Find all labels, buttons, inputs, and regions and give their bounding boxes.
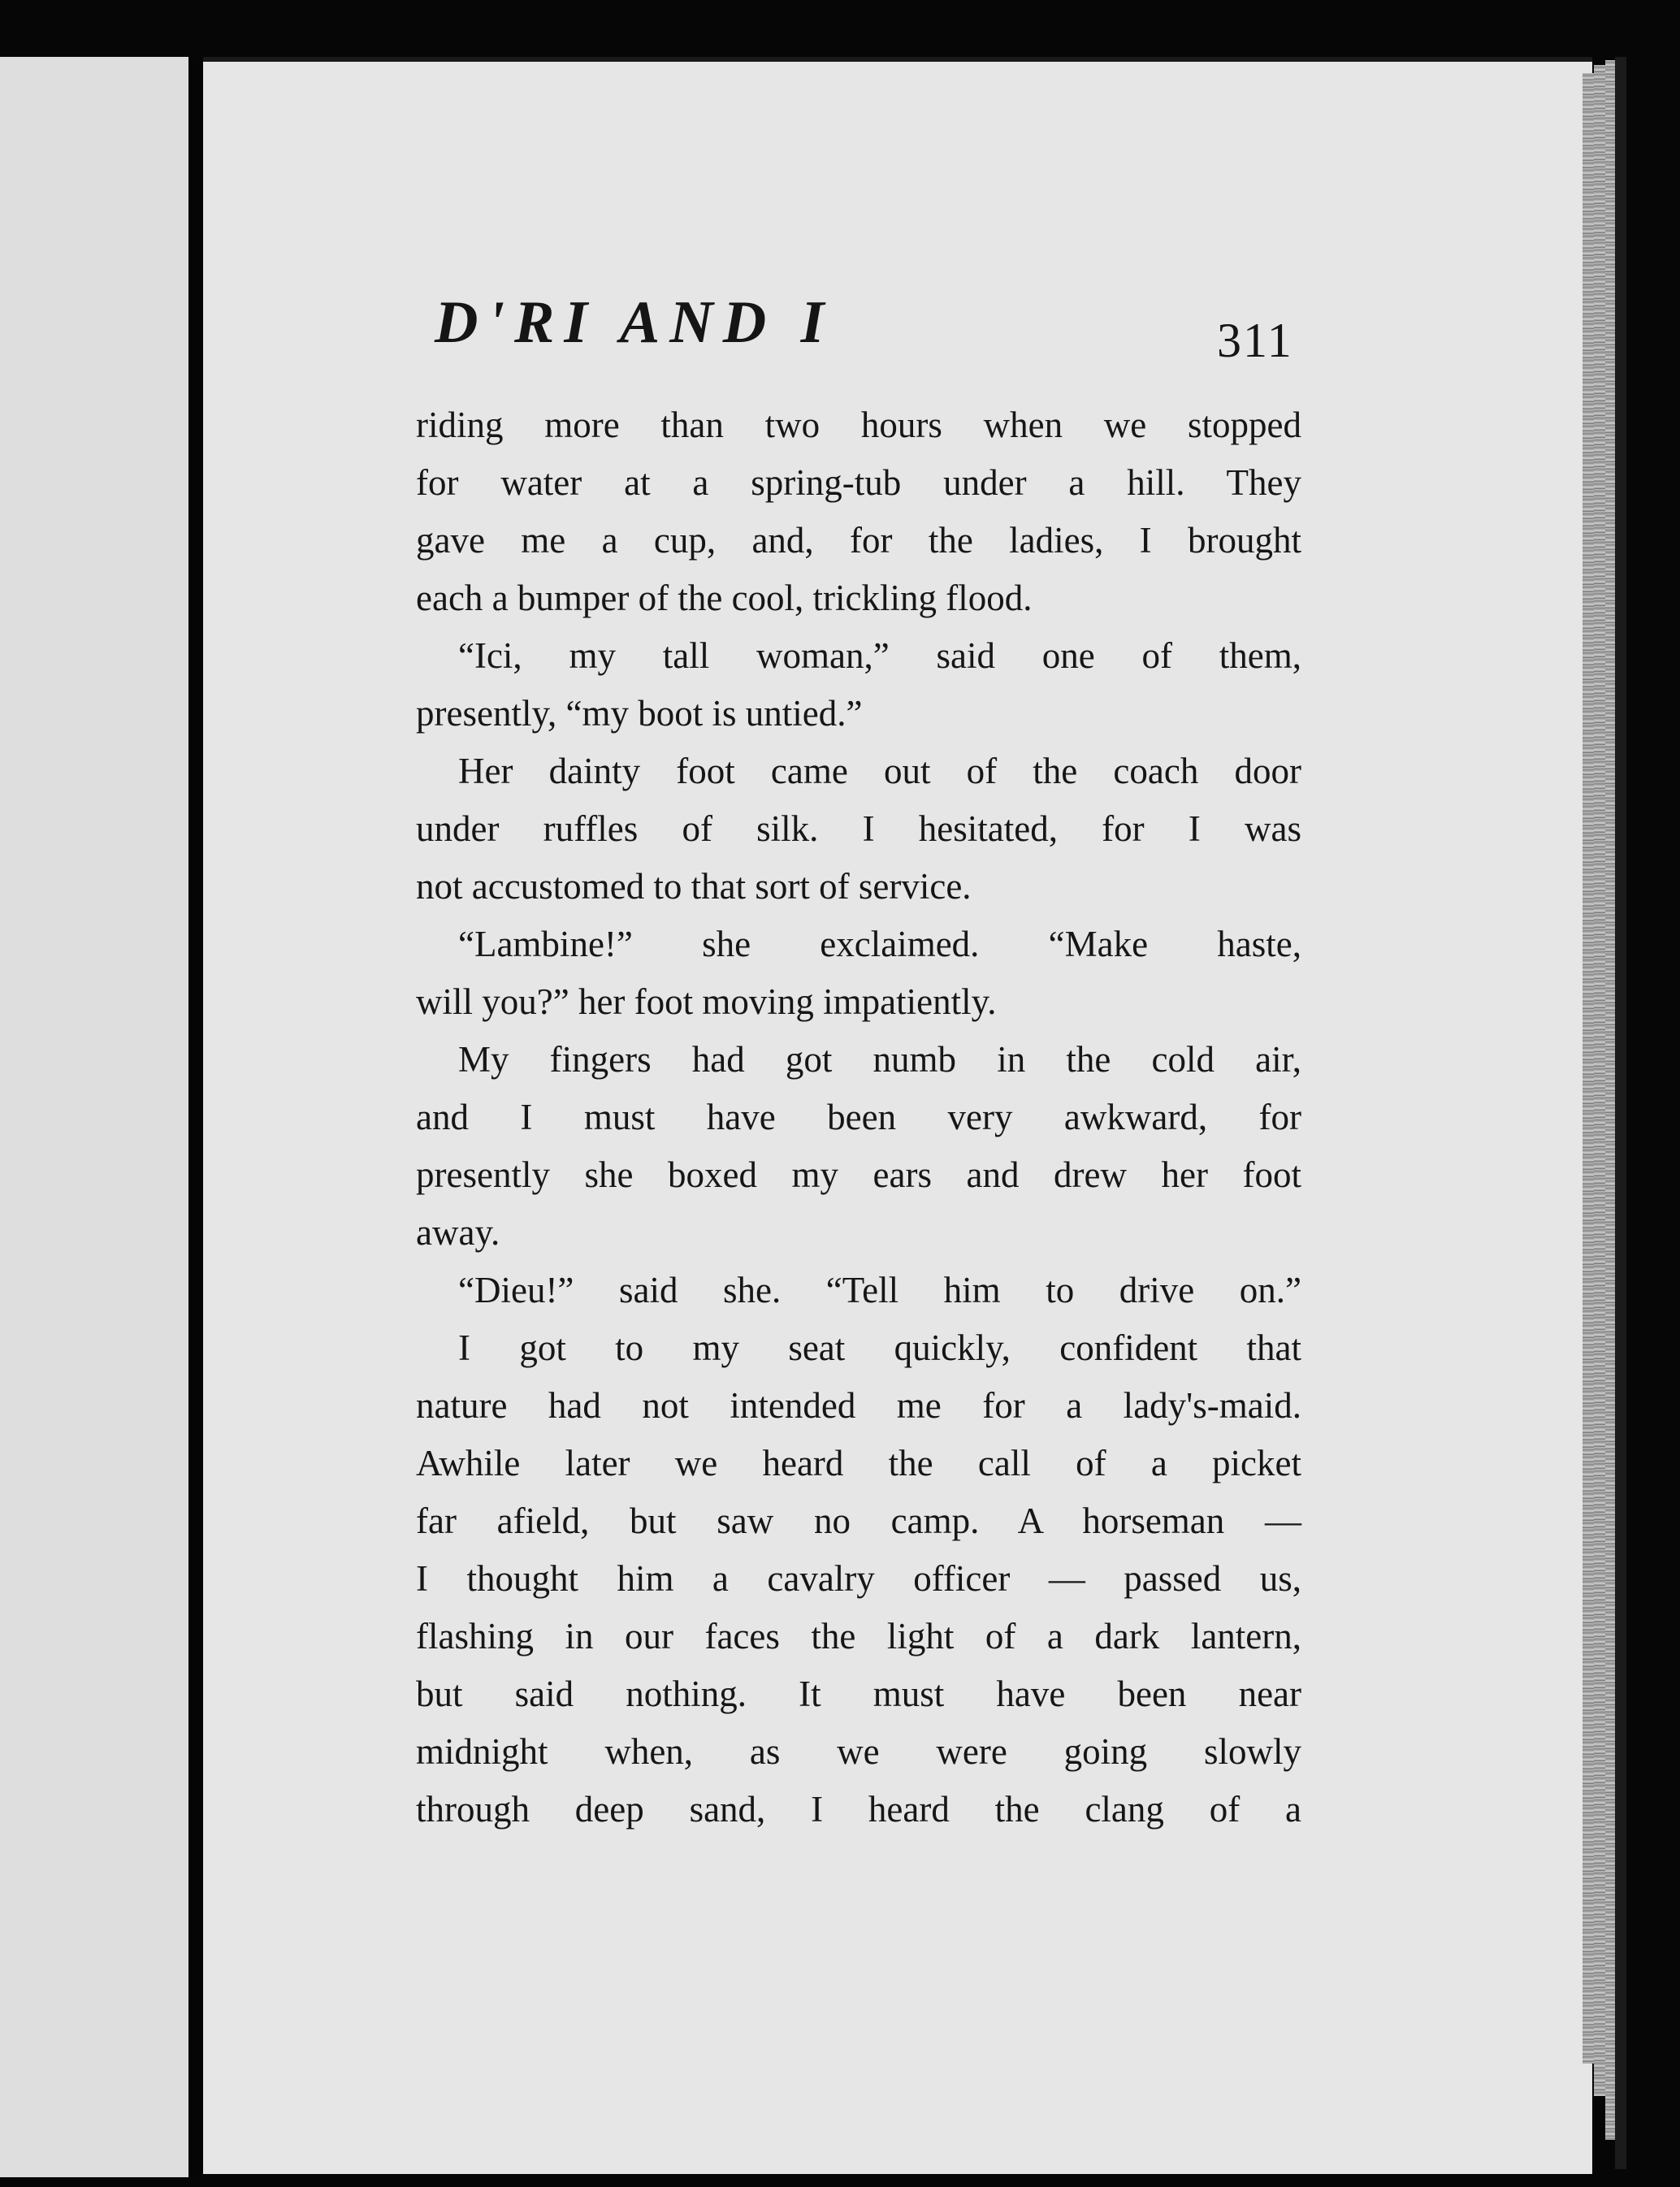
text-line: under ruffles of silk. I hesitated, for I was: [416, 808, 1301, 849]
text-line: away.: [416, 1212, 500, 1253]
text-line: “Ici, my tall woman,” said one of them,: [458, 635, 1301, 676]
text-line: Awhile later we heard the call of a picket: [416, 1443, 1301, 1483]
text-line: for water at a spring-tub under a hill. They: [416, 462, 1301, 503]
page-stack-edge: [1594, 65, 1605, 2096]
page-number: 311: [1217, 314, 1293, 367]
facing-page-margin: [0, 57, 188, 2177]
text-line: “Dieu!” said she. “Tell him to drive on.”: [458, 1270, 1301, 1310]
text-line: not accustomed to that sort of service.: [416, 866, 972, 907]
gutter-shadow: [188, 57, 203, 2177]
text-line: I thought him a cavalry officer — passed us,: [416, 1558, 1301, 1599]
text-line: nature had not intended me for a lady's-maid.: [416, 1385, 1301, 1426]
text-line: and I must have been very awkward, for: [416, 1097, 1301, 1137]
text-line: presently, “my boot is untied.”: [416, 693, 863, 734]
text-line: I got to my seat quickly, confident that: [458, 1327, 1301, 1368]
text-line: My fingers had got numb in the cold air,: [458, 1039, 1301, 1080]
text-line: Her dainty foot came out of the coach door: [458, 751, 1301, 791]
text-line: riding more than two hours when we stopped: [416, 405, 1301, 445]
text-line: flashing in our faces the light of a dark lantern,: [416, 1616, 1301, 1656]
text-line: each a bumper of the cool, trickling flood.: [416, 578, 1033, 618]
page-stack-edge: [1605, 60, 1615, 2140]
body-text: [416, 396, 1301, 1838]
text-line: presently she boxed my ears and drew her foot: [416, 1154, 1301, 1195]
text-line: will you?” her foot moving impatiently.: [416, 981, 997, 1022]
running-head: D'RI AND I: [435, 289, 834, 356]
text-line: gave me a cup, and, for the ladies, I brought: [416, 520, 1301, 561]
text-line: far afield, but saw no camp. A horseman —: [416, 1501, 1301, 1541]
text-line: through deep sand, I heard the clang of a: [416, 1789, 1301, 1830]
text-line: but said nothing. It must have been near: [416, 1674, 1301, 1714]
book-cover-edge: [1615, 57, 1626, 2169]
text-line: midnight when, as we were going slowly: [416, 1731, 1301, 1772]
page-stack-edge: [1583, 73, 1594, 2064]
text-line: “Lambine!” she exclaimed. “Make haste,: [458, 924, 1301, 964]
